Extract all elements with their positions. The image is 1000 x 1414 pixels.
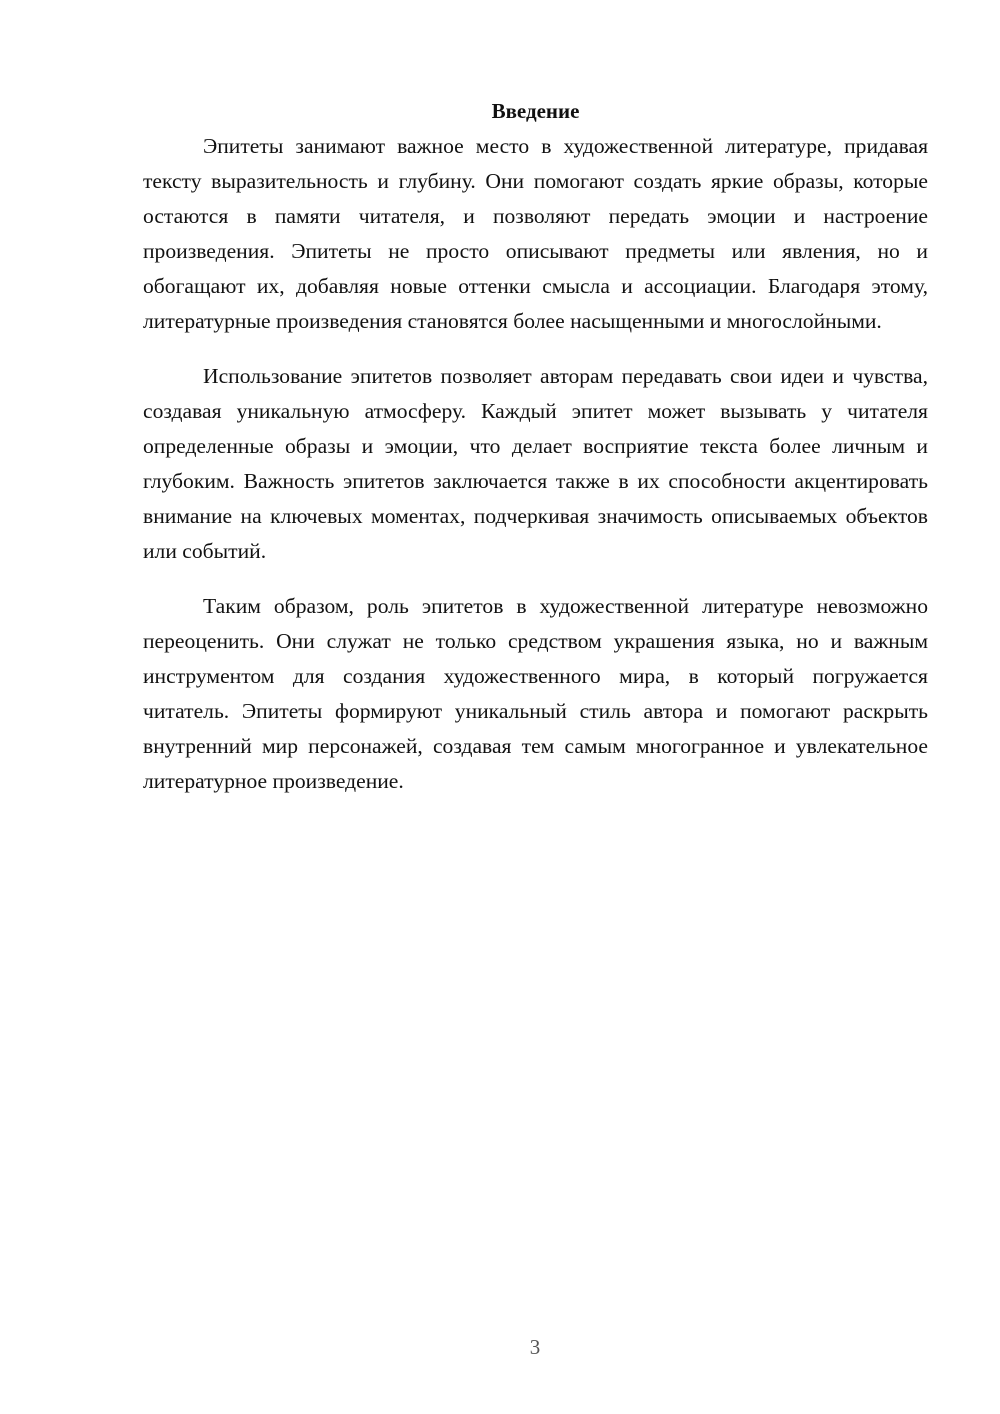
page-number: 3 (529, 1335, 541, 1359)
page-content (143, 94, 928, 799)
section-title: Введение (491, 99, 580, 123)
paragraph-3: Таким образом, роль эпитетов в художественной литературе невозможно переоценить. Они служат не только средством украшения языка, но и важным инструментом для создания художественного мира, в который погружается читатель. Эпитеты формируют уникальный стиль автора и помогают раскрыть внутренний мир персонажей, создавая тем самым многогранное и увлекательное литературное произведение. (143, 594, 928, 793)
paragraph-1: Эпитеты занимают важное место в художественной литературе, придавая тексту выразительность и глубину. Они помогают создать яркие образы, которые остаются в памяти читателя, и позволяют передать эмоции и настроение произведения. Эпитеты не просто описывают предметы или явления, но и обогащают их, добавляя новые оттенки смысла и ассоциации. Благодаря этому, литературные произведения становятся более насыщенными и многослойными. (143, 134, 928, 333)
paragraph-2: Использование эпитетов позволяет авторам передавать свои идеи и чувства, создавая уникальную атмосферу. Каждый эпитет может вызывать у читателя определенные образы и эмоции, что делает восприятие текста более личным и глубоким. Важность эпитетов заключается также в их способности акцентировать внимание на ключевых моментах, подчеркивая значимость описываемых объектов или событий. (143, 364, 928, 563)
